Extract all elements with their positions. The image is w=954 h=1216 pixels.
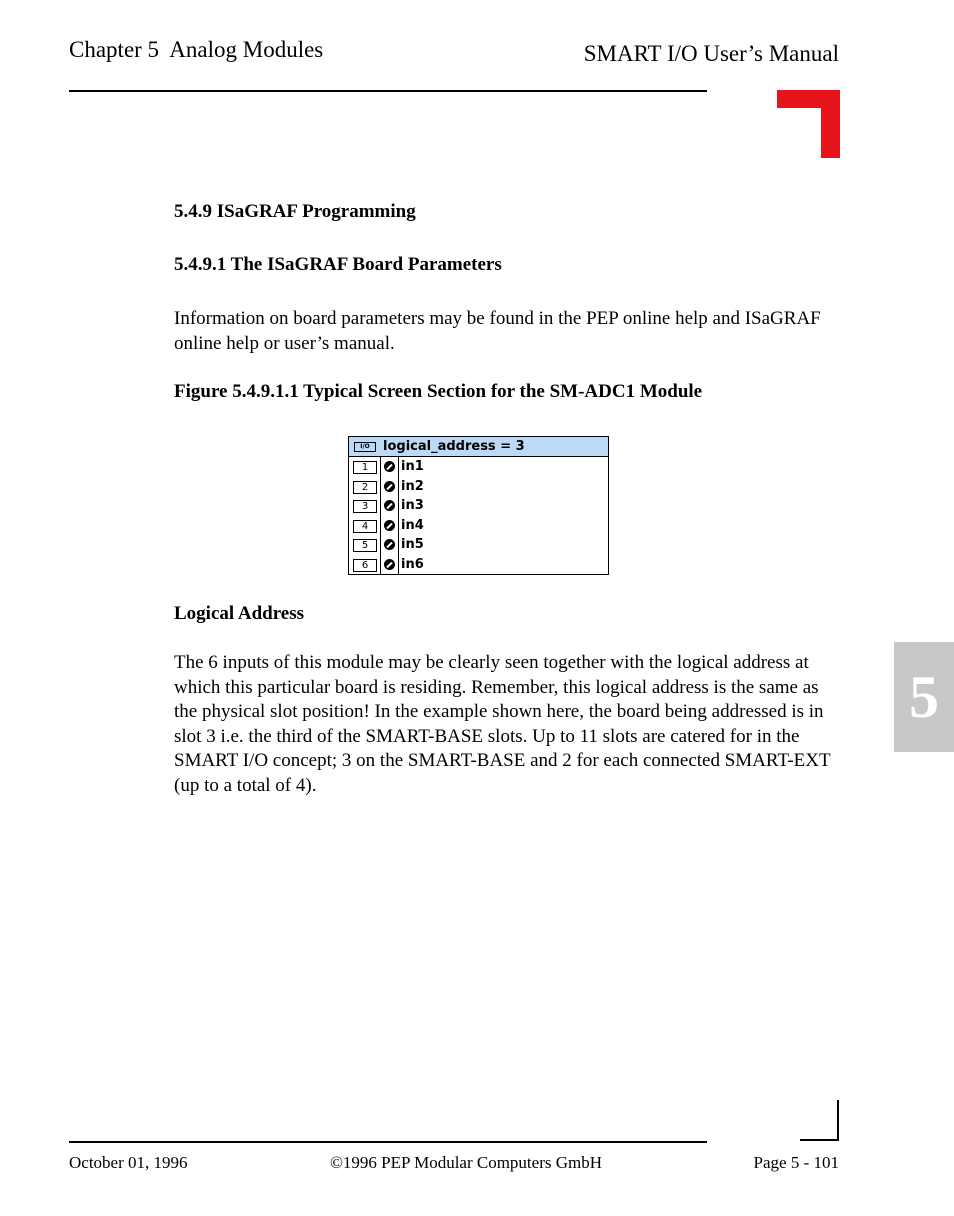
input-row (349, 516, 608, 536)
input-channel-icon (384, 520, 395, 531)
red-corner-mark-side (821, 90, 840, 158)
input-label: in4 (401, 517, 424, 533)
figure-caption: Figure 5.4.9.1.1 Typical Screen Section for the SM-ADC1 Module (174, 381, 703, 402)
intro-paragraph: Information on board parameters may be found in the PEP online help and ISaGRAF online help or user’s manual. (174, 308, 821, 354)
figure-header-bar (349, 437, 608, 457)
input-row (349, 477, 608, 497)
board-parameters-figure (348, 436, 609, 575)
row-number: 6 (353, 559, 377, 572)
input-row (349, 555, 608, 575)
logical-address-paragraph: The 6 inputs of this module may be clearly seen together with the logical address at which this particular board is residing. Remember, this logical address is the same as the physical slot position! In the example shown here, the board being addressed is in slot 3 i.e. the third of the SMART-BASE slots. Up to 11 slots are catered for in the SMART I/O concept; 3 on the SMART-BASE and 2 for each connected SMART-EXT (up to a total of 4). (174, 652, 831, 796)
manual-title: SMART I/O User’s Manual (583, 41, 839, 66)
input-label: in3 (401, 498, 424, 513)
input-label: in1 (401, 459, 424, 474)
row-number: 1 (353, 461, 377, 474)
chapter-tab (894, 642, 954, 752)
subsection-heading: 5.4.9.1 The ISaGRAF Board Parameters (174, 254, 502, 275)
footer-date: October 01, 1996 (69, 1153, 188, 1172)
section-heading: 5.4.9 ISaGRAF Programming (174, 201, 416, 222)
input-row (349, 457, 608, 477)
input-label: in5 (401, 537, 424, 552)
footer-corner-mark-vertical (837, 1100, 839, 1141)
chapter-tab-number: 5 (909, 664, 939, 730)
footer-rule (69, 1141, 707, 1143)
input-channel-icon (384, 500, 395, 511)
row-number: 2 (353, 481, 377, 494)
footer-corner-mark-horizontal (800, 1139, 839, 1141)
row-number: 5 (353, 539, 377, 552)
figure-title: logical_address = 3 (383, 439, 525, 454)
input-row (349, 535, 608, 555)
input-channel-icon (384, 461, 395, 472)
input-channel-icon (384, 559, 395, 570)
input-channel-icon (384, 481, 395, 492)
page-number: Page 5 - 101 (753, 1153, 839, 1172)
logical-address-heading: Logical Address (174, 603, 305, 624)
header-rule (69, 90, 707, 92)
input-row (349, 496, 608, 516)
row-number: 3 (353, 500, 377, 513)
board-icon: I/O (354, 442, 376, 452)
footer-copyright: ©1996 PEP Modular Computers GmbH (330, 1153, 603, 1172)
input-channel-icon (384, 539, 395, 550)
input-label: in6 (401, 556, 424, 572)
row-number: 4 (353, 520, 377, 533)
input-label: in2 (401, 478, 424, 494)
chapter-title: Chapter 5 Analog Modules (69, 37, 324, 62)
